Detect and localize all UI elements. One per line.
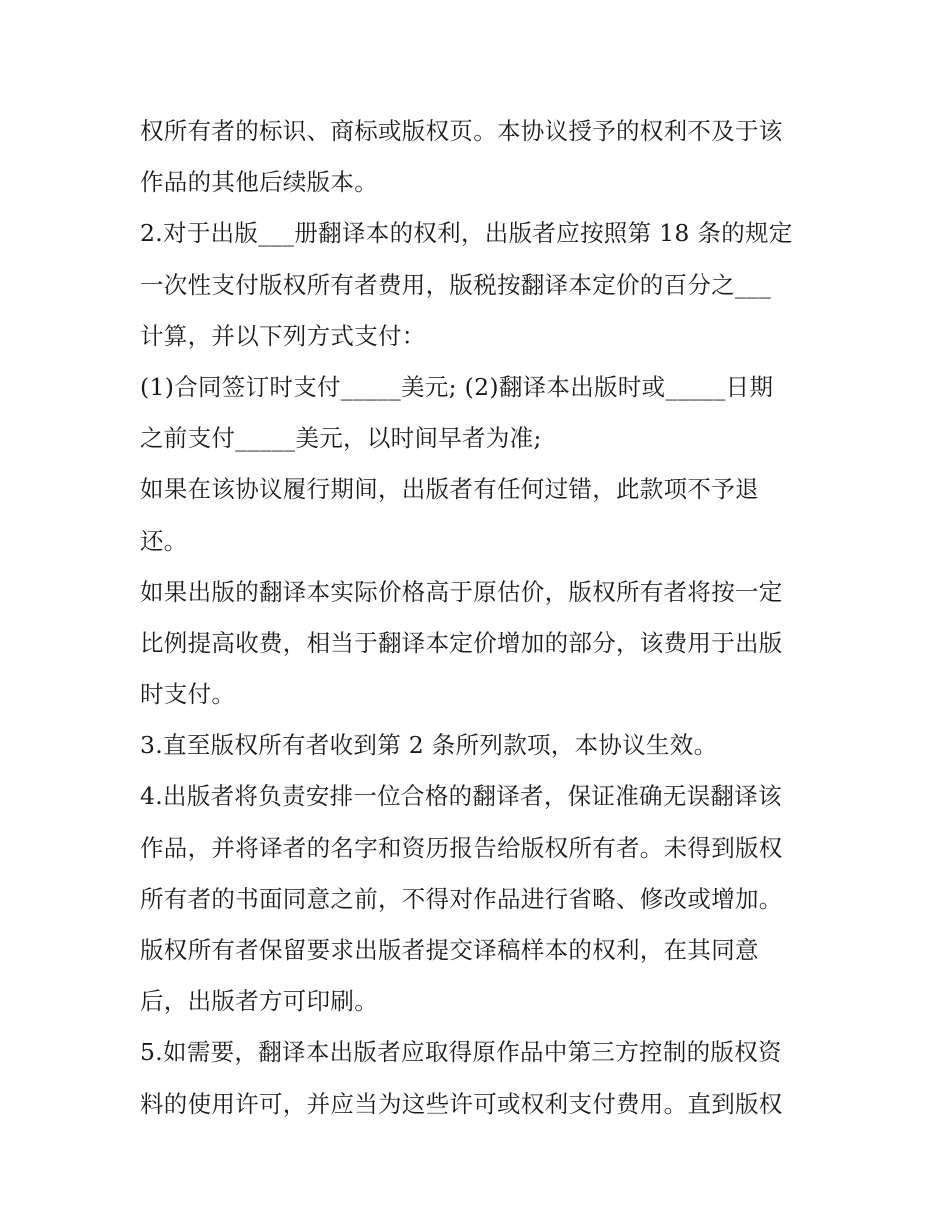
text-line: 一次性支付版权所有者费用，版税按翻译本定价的百分之___	[140, 270, 772, 299]
text-line: 5.如需要，翻译本出版者应取得原作品中第三方控制的版权资	[140, 1038, 782, 1067]
text-line: 作品，并将译者的名字和资历报告给版权所有者。未得到版权	[140, 833, 783, 862]
text-line: 如果出版的翻译本实际价格高于原估价，版权所有者将按一定	[140, 577, 783, 606]
text-line: 权所有者的标识、商标或版权页。本协议授予的权利不及于该	[140, 117, 783, 145]
text-line: 还。	[140, 526, 188, 555]
text-line: 之前支付_____美元，以时间早者为准;	[140, 424, 542, 453]
text-line: 比例提高收费，相当于翻译本定价增加的部分，该费用于出版	[140, 628, 783, 657]
text-line: 料的使用许可，并应当为这些许可或权利支付费用。直到版权	[140, 1089, 783, 1118]
text-line: 如果在该协议履行期间，出版者有任何过错，此款项不予退	[140, 475, 759, 504]
document-body	[140, 106, 820, 1130]
text-line: 所有者的书面同意之前，不得对作品进行省略、修改或增加。	[140, 884, 783, 913]
text-line: 时支付。	[140, 680, 236, 709]
text-line: 作品的其他后续版本。	[140, 168, 378, 197]
text-line: 后，出版者方可印刷。	[140, 987, 378, 1016]
text-line: (1)合同签订时支付_____美元; (2)翻译本出版时或_____日期	[140, 372, 774, 401]
text-line: 3.直至版权所有者收到第 2 条所列款项，本协议生效。	[140, 731, 718, 760]
text-line: 2.对于出版___册翻译本的权利，出版者应按照第 18 条的规定	[140, 219, 793, 248]
text-line: 计算，并以下列方式支付：	[140, 321, 426, 350]
text-line: 版权所有者保留要求出版者提交译稿样本的权利，在其同意	[140, 936, 759, 964]
text-line: 4.出版者将负责安排一位合格的翻译者，保证准确无误翻译该	[140, 782, 782, 811]
